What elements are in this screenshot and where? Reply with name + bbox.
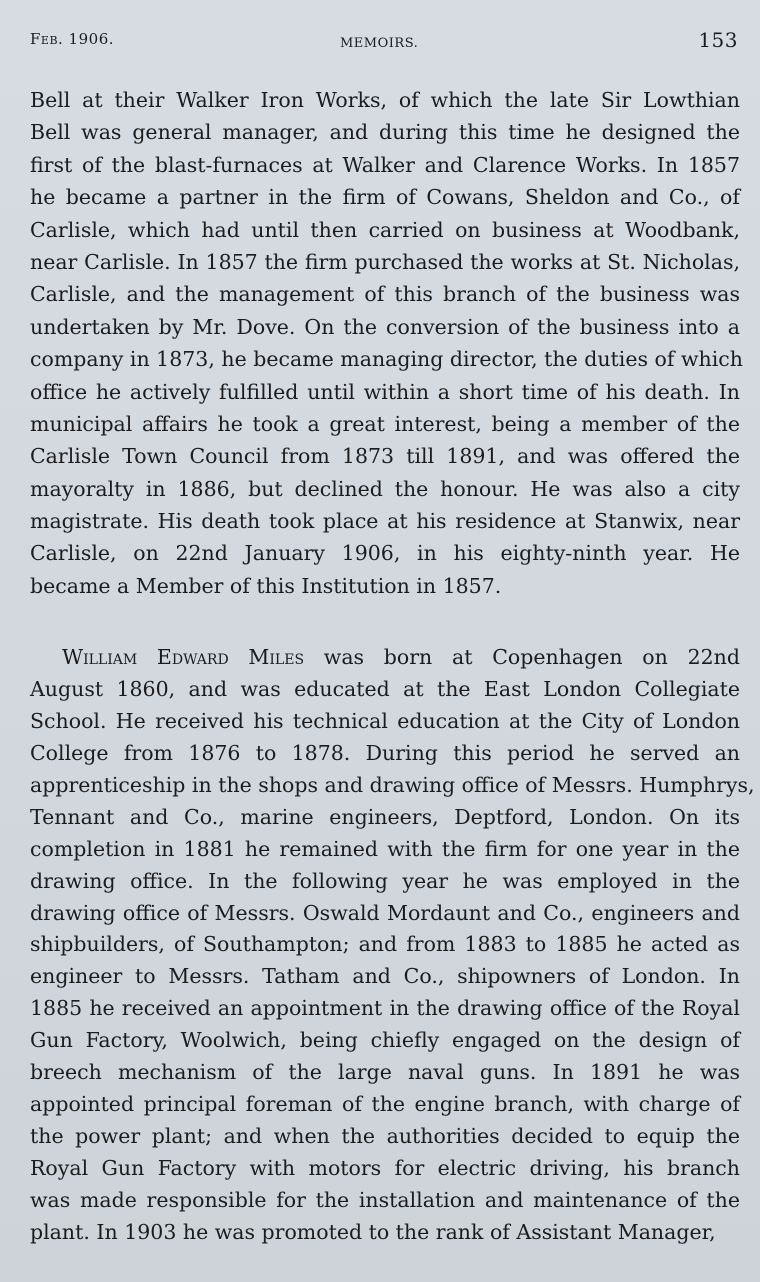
text-line: Bell at their Walker Iron Works, of which the late Sir Lowthian bbox=[30, 88, 740, 112]
text-line: breech mechanism of the large naval guns. In 1891 he was bbox=[30, 1060, 740, 1085]
text-line: the power plant; and when the authorities decided to equip the bbox=[30, 1124, 740, 1149]
text-line: first of the blast-furnaces at Walker and Clarence Works. In 1857 bbox=[30, 152, 740, 177]
text-line: College from 1876 to 1878. During this period he served an bbox=[30, 740, 740, 765]
text-line: undertaken by Mr. Dove. On the conversion of the business into a bbox=[30, 314, 740, 339]
text-line: magistrate. His death took place at his residence at Stanwix, near bbox=[30, 509, 740, 534]
text-line: Carlisle, which had until then carried on business at Woodbank, bbox=[30, 217, 740, 242]
text-line: apprenticeship in the shops and drawing office of Messrs. Humphrys, bbox=[30, 772, 755, 797]
text-line: company in 1873, he became managing director, the duties of which bbox=[30, 347, 743, 372]
running-header-date: Feb. 1906. bbox=[30, 30, 114, 48]
text-line: became a Member of this Institution in 1857. bbox=[30, 573, 502, 598]
paragraph-miles-memoir bbox=[30, 642, 755, 1249]
text-line: municipal affairs he took a great interest, being a member of the bbox=[30, 411, 740, 436]
text-line: shipbuilders, of Southampton; and from 1883 to 1885 he acted as bbox=[30, 932, 740, 957]
text-line: Royal Gun Factory with motors for electric driving, his branch bbox=[30, 1156, 740, 1180]
text-line: office he actively fulfilled until within a short time of his death. In bbox=[30, 379, 740, 404]
page-number: 153 bbox=[698, 28, 738, 52]
line-text: was born at Copenhagen on 22nd bbox=[304, 645, 740, 669]
text-line bbox=[30, 642, 740, 674]
text-line: Tennant and Co., marine engineers, Deptford, London. On its bbox=[30, 804, 740, 829]
text-line: Gun Factory, Woolwich, being chiefly engaged on the design of bbox=[30, 1028, 740, 1053]
text-line: he became a partner in the firm of Cowans, Sheldon and Co., of bbox=[30, 185, 740, 210]
text-line: August 1860, and was educated at the East London Collegiate bbox=[30, 676, 740, 701]
text-line: near Carlisle. In 1857 the firm purchased the works at St. Nicholas, bbox=[30, 249, 740, 274]
text-line: engineer to Messrs. Tatham and Co., shipowners of London. In bbox=[30, 964, 740, 989]
text-line: Carlisle, on 22nd January 1906, in his eighty-ninth year. He bbox=[30, 541, 740, 566]
text-line: appointed principal foreman of the engine branch, with charge of bbox=[30, 1092, 740, 1117]
running-header-title: MEMOIRS. bbox=[340, 36, 419, 51]
text-line: was made responsible for the installation and maintenance of the bbox=[30, 1187, 740, 1212]
paragraph-dove-memoir bbox=[30, 84, 743, 602]
text-line: plant. In 1903 he was promoted to the rank of Assistant Manager, bbox=[30, 1219, 716, 1244]
text-line: completion in 1881 he remained with the firm for one year in the bbox=[30, 836, 740, 861]
text-line: Carlisle Town Council from 1873 till 1891, and was offered the bbox=[30, 444, 740, 469]
text-line: Carlisle, and the management of this branch of the business was bbox=[30, 282, 740, 307]
text-line: Bell was general manager, and during this time he designed the bbox=[30, 120, 740, 145]
text-line: School. He received his technical education at the City of London bbox=[30, 708, 740, 733]
memoir-subject-name: William Edward Miles bbox=[62, 645, 305, 669]
text-line: 1885 he received an appointment in the drawing office of the Royal bbox=[30, 996, 740, 1021]
text-line: drawing office. In the following year he was employed in the bbox=[30, 868, 740, 893]
text-line: mayoralty in 1886, but declined the honour. He was also a city bbox=[30, 476, 740, 501]
text-line: drawing office of Messrs. Oswald Mordaunt and Co., engineers and bbox=[30, 900, 740, 925]
